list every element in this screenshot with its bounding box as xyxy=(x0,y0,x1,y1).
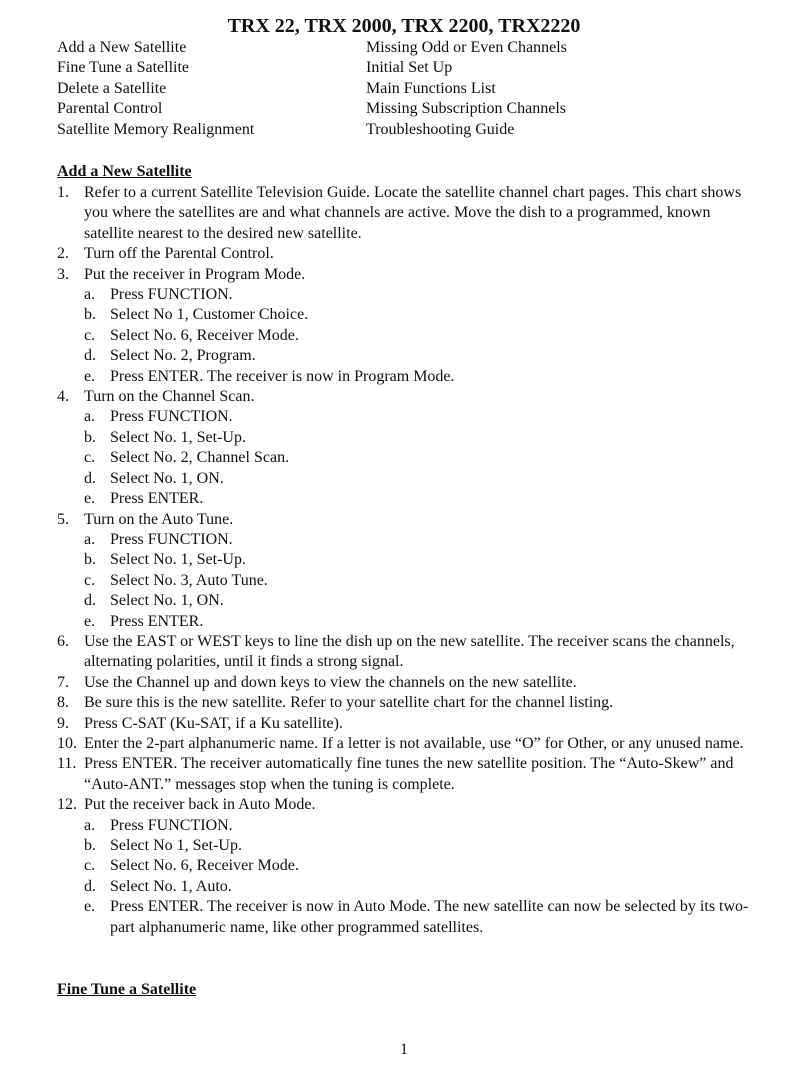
toc-right-column xyxy=(366,38,567,140)
sub-item xyxy=(57,816,757,836)
sub-item xyxy=(57,530,757,550)
list-item xyxy=(57,265,757,285)
step-text: Refer to a current Satellite Television Guide. Locate the satellite channel chart pages. This chart shows you where the satellites are and what channels are active. Move the dish to a programmed, known satellite nearest to the desired new satellite. xyxy=(84,184,742,242)
step-number: 8. xyxy=(57,694,69,712)
sub-letter: c. xyxy=(84,571,96,589)
sub-item xyxy=(57,591,757,611)
sub-text: Select No 1, Set-Up. xyxy=(110,837,242,854)
sub-text: Select No. 3, Auto Tune. xyxy=(110,571,268,589)
list-item xyxy=(57,510,757,530)
sub-item xyxy=(57,285,757,305)
list-item xyxy=(57,795,757,815)
step-number: 2. xyxy=(57,245,69,263)
step-text: Use the Channel up and down keys to view the channels on the new satellite. xyxy=(84,673,577,691)
sub-letter: d. xyxy=(84,469,96,487)
sub-letter: d. xyxy=(84,877,96,895)
step-number: 12. xyxy=(57,796,77,814)
sub-text: Press ENTER. The receiver is now in Program Mode. xyxy=(110,367,455,385)
sub-letter: e. xyxy=(84,898,96,916)
toc-left-column xyxy=(57,38,254,140)
sub-letter: e. xyxy=(84,490,96,508)
step-text: Press ENTER. The receiver automatically fine tunes the new satellite position. The “Auto-Skew” and “Auto-ANT.” messages stop when the tuning is complete. xyxy=(84,755,734,793)
step-text: Enter the 2-part alphanumeric name. If a letter is not available, use “O” for Other, or any unused name. xyxy=(84,734,744,752)
list-item xyxy=(57,714,757,734)
sub-letter: a. xyxy=(84,408,96,426)
sub-item xyxy=(57,612,757,632)
sub-letter: a. xyxy=(84,286,96,304)
sub-text: Select No. 1, Auto. xyxy=(110,877,232,895)
sub-letter: c. xyxy=(84,857,96,875)
sub-text: Press ENTER. xyxy=(110,612,204,630)
step-text: Turn on the Auto Tune. xyxy=(84,510,234,528)
section-heading-fine-tune: Fine Tune a Satellite xyxy=(57,981,197,998)
sub-item xyxy=(57,469,757,489)
sub-letter: a. xyxy=(84,530,96,548)
step-number: 5. xyxy=(57,510,69,528)
list-item xyxy=(57,673,757,693)
sub-item xyxy=(57,407,757,427)
sub-text: Select No. 2, Program. xyxy=(110,347,256,365)
step-number: 11. xyxy=(57,755,77,773)
step-text: Be sure this is the new satellite. Refer to your satellite chart for the channel listing. xyxy=(84,694,614,712)
sub-text: Press FUNCTION. xyxy=(110,816,233,834)
step-text: Turn off the Parental Control. xyxy=(84,245,274,263)
step-text: Put the receiver in Program Mode. xyxy=(84,265,306,283)
sub-item xyxy=(57,448,757,468)
sub-letter: b. xyxy=(84,428,96,446)
toc-item: Satellite Memory Realignment xyxy=(57,120,255,138)
step-number: 3. xyxy=(57,265,69,283)
sub-item xyxy=(57,571,757,591)
step-number: 6. xyxy=(57,632,69,650)
step-number: 10. xyxy=(57,734,77,752)
step-number: 7. xyxy=(57,673,69,691)
list-item xyxy=(57,183,757,244)
sub-item xyxy=(57,428,757,448)
sub-item xyxy=(57,326,757,346)
sub-letter: d. xyxy=(84,347,96,365)
sub-text: Press FUNCTION. xyxy=(110,286,233,304)
toc-item: Main Functions List xyxy=(366,79,496,97)
sub-letter: c. xyxy=(84,449,96,467)
toc-item: Fine Tune a Satellite xyxy=(57,59,189,77)
list-item xyxy=(57,754,757,795)
sub-item xyxy=(57,856,757,876)
page-number: 1 xyxy=(400,1041,408,1058)
sub-text: Press FUNCTION. xyxy=(110,408,233,426)
steps-list xyxy=(57,183,757,938)
sub-item xyxy=(57,489,757,509)
sub-item xyxy=(57,305,757,325)
sub-text: Press ENTER. The receiver is now in Auto Mode. The new satellite can now be selected by its two-part alphanumeric name, like other programmed satellites. xyxy=(110,898,749,936)
step-text: Put the receiver back in Auto Mode. xyxy=(84,796,316,814)
toc-item: Troubleshooting Guide xyxy=(366,120,515,138)
step-text: Turn on the Channel Scan. xyxy=(84,388,255,406)
toc-item: Delete a Satellite xyxy=(57,79,167,97)
sub-letter: e. xyxy=(84,612,96,630)
sub-item xyxy=(57,550,757,570)
step-text: Use the EAST or WEST keys to line the dish up on the new satellite. The receiver scans the channels, alternating polarities, until it finds a strong signal. xyxy=(84,632,735,671)
page-title: TRX 22, TRX 2000, TRX 2200, TRX2220 xyxy=(227,15,581,37)
sub-letter: b. xyxy=(84,837,96,854)
toc-item: Initial Set Up xyxy=(366,59,453,77)
sub-text: Select No. 6, Receiver Mode. xyxy=(110,857,299,875)
sub-text: Select No. 6, Receiver Mode. xyxy=(110,326,299,344)
toc-item: Missing Odd or Even Channels xyxy=(366,39,567,56)
sub-text: Select No. 1, Set-Up. xyxy=(110,551,246,569)
sub-letter: b. xyxy=(84,306,96,324)
sub-text: Select No 1, Customer Choice. xyxy=(110,306,309,324)
step-number: 1. xyxy=(57,184,69,201)
sub-item xyxy=(57,367,757,387)
step-number: 4. xyxy=(57,388,69,406)
sub-text: Select No. 2, Channel Scan. xyxy=(110,449,290,467)
sub-text: Select No. 1, Set-Up. xyxy=(110,428,246,446)
step-number: 9. xyxy=(57,714,69,732)
sub-item xyxy=(57,877,757,897)
list-item xyxy=(57,734,757,754)
toc-item: Missing Subscription Channels xyxy=(366,100,567,118)
sub-letter: d. xyxy=(84,592,96,610)
step-text: Press C-SAT (Ku-SAT, if a Ku satellite). xyxy=(84,714,343,732)
list-item xyxy=(57,244,757,264)
list-item xyxy=(57,632,757,673)
sub-item xyxy=(57,836,757,856)
sub-letter: a. xyxy=(84,816,96,834)
list-item xyxy=(57,693,757,713)
toc-item: Parental Control xyxy=(57,100,163,118)
sub-text: Select No. 1, ON. xyxy=(110,592,224,610)
sub-item xyxy=(57,897,757,938)
sub-letter: c. xyxy=(84,326,96,344)
list-item xyxy=(57,387,757,407)
toc-item: Add a New Satellite xyxy=(57,39,187,56)
sub-text: Select No. 1, ON. xyxy=(110,469,224,487)
sub-letter: b. xyxy=(84,551,96,569)
sub-text: Press ENTER. xyxy=(110,490,204,508)
section-heading-add-satellite: Add a New Satellite xyxy=(57,163,192,180)
sub-item xyxy=(57,346,757,366)
sub-text: Press FUNCTION. xyxy=(110,530,233,548)
sub-letter: e. xyxy=(84,367,96,385)
